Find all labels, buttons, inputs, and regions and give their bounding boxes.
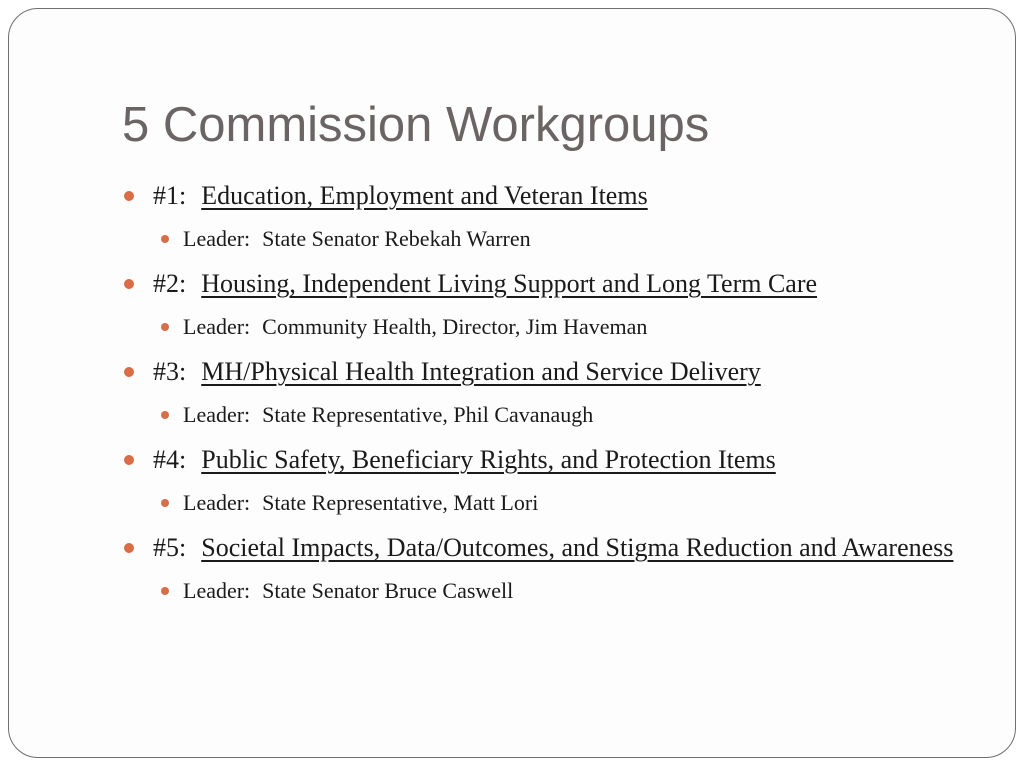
workgroup-topic: Public Safety, Beneficiary Rights, and Protection Items: [201, 445, 776, 474]
bullet-icon: [124, 279, 134, 289]
bullet-icon: [124, 455, 134, 465]
workgroup-leader-3: [153, 399, 984, 431]
leader-label: Leader:: [183, 490, 251, 515]
workgroup-number: #3:: [153, 357, 187, 386]
leader-name: State Senator Bruce Caswell: [262, 578, 514, 603]
leader-label: Leader:: [183, 314, 251, 339]
sub-bullet-icon: [161, 587, 169, 595]
leader-label: Leader:: [183, 226, 251, 251]
workgroup-item-4: [124, 439, 984, 481]
sub-bullet-icon: [161, 499, 169, 507]
workgroup-topic: MH/Physical Health Integration and Service Delivery: [201, 357, 761, 386]
leader-name: State Representative, Matt Lori: [262, 490, 539, 515]
workgroup-leader-2: [153, 311, 984, 343]
workgroup-topic: Societal Impacts, Data/Outcomes, and Stigma Reduction and Awareness: [201, 533, 954, 562]
workgroup-list: [124, 175, 984, 615]
workgroup-number: #4:: [153, 445, 187, 474]
workgroup-number: #1:: [153, 181, 187, 210]
slide-frame: [8, 8, 1016, 758]
workgroup-topic: Education, Employment and Veteran Items: [201, 181, 648, 210]
leader-label: Leader:: [183, 578, 251, 603]
leader-name: State Senator Rebekah Warren: [262, 226, 531, 251]
workgroup-number: #2:: [153, 269, 187, 298]
slide-title: 5 Commission Workgroups: [122, 98, 710, 152]
sub-bullet-icon: [161, 323, 169, 331]
bullet-icon: [124, 191, 134, 201]
leader-name: Community Health, Director, Jim Haveman: [262, 314, 648, 339]
sub-bullet-icon: [161, 235, 169, 243]
sub-bullet-icon: [161, 411, 169, 419]
leader-label: Leader:: [183, 402, 251, 427]
workgroup-item-2: [124, 263, 984, 305]
workgroup-item-3: [124, 351, 984, 393]
bullet-icon: [124, 367, 134, 377]
workgroup-topic: Housing, Independent Living Support and Long Term Care: [201, 269, 818, 298]
workgroup-item-1: [124, 175, 984, 217]
workgroup-leader-4: [153, 487, 984, 519]
workgroup-number: #5:: [153, 533, 187, 562]
leader-name: State Representative, Phil Cavanaugh: [262, 402, 594, 427]
workgroup-leader-1: [153, 223, 984, 255]
workgroup-leader-5: [153, 575, 984, 607]
bullet-icon: [124, 543, 134, 553]
workgroup-item-5: [124, 527, 984, 569]
